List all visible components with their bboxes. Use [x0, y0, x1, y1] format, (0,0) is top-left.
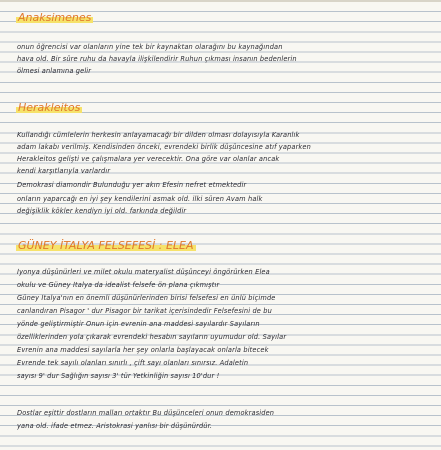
- text-line: Dostlar eşittir dostların malları ortaktır Bu düşünceleri onun demokrasiden: [17, 409, 275, 417]
- text-line: onun öğrencisi var olanların yine tek bir kaynaktan olarağını bu kaynağından: [17, 43, 283, 51]
- text-line: kendi karşıtlarıyla varlardır: [17, 167, 111, 175]
- section-heading-anaksimenes: Anaksimenes: [18, 11, 92, 24]
- text-line: canlandıran Pisagor ' dur Pisagor bir tarikat içerisindedir Felsefesini de bu: [17, 307, 272, 315]
- text-line: özelliklerinden yola çıkarak evrendeki hesabın sayıların uyumudur old. Sayılar: [17, 333, 287, 341]
- section-heading-guney-italya: GÜNEY İTALYA FELSEFESİ : ELEA: [18, 239, 194, 252]
- text-line: Demokrasi diamondir Bulunduğu yer akın Efesin nefret etmektedir: [17, 181, 247, 189]
- text-line: ölmesi anlamına gelir: [17, 67, 92, 75]
- text-line: yana old. ifade etmez. Aristokrasi yanlısı bir düşünürdür.: [17, 422, 213, 430]
- text-line: adam lakabı verilmiş. Kendisinden önceki, evrendeki birlik düşüncesine atıf yaparken: [17, 143, 311, 151]
- text-line: Herakleitos gelişti ve çalışmalara yer verecektir. Ona göre var olanlar ancak: [17, 155, 280, 163]
- text-line: sayısı 9' dur Sağlığın sayısı 3' tür Yetkinliğin sayısı 10'dur !: [17, 372, 220, 380]
- section-heading-herakleitos: Herakleitos: [18, 101, 81, 114]
- text-line: Güney İtalya'nın en önemli düşünürlerinden birisi felsefesi en ünlü biçimde: [17, 294, 276, 302]
- text-line: Evrenin ana maddesi sayılarla her şey onlarla başlayacak onlarla bitecek: [17, 346, 269, 354]
- page-top-edge: [0, 0, 441, 2]
- text-line: hava old. Bir süre ruhu da havayla ilişkilendirir Ruhun çıkması insanın bedenlerin: [17, 55, 297, 63]
- text-line: okulu ve Güney İtalya da idealist felsefe ön plana çıkmıştır: [17, 281, 220, 289]
- text-line: değişiklik kökler kendiyn iyi old. farkında değildir: [17, 207, 187, 215]
- text-line: onların yaparcağı en iyi şey kendilerini asmak old. ilki süren Avam halk: [17, 195, 263, 203]
- text-line: Evrende tek sayılı olanları sınırlı , çift sayı olanları sınırsız. Adaletin: [17, 359, 249, 367]
- text-line: yönde geliştirmiştir Onun için evrenin ana maddesi sayılardır Sayıların: [17, 320, 260, 328]
- text-line: İyonya düşünürleri ve milet okulu materyalist düşünceyi öngörürken Elea: [17, 268, 270, 276]
- text-line: Kullandığı cümlelerin herkesin anlayamacağı bir dilden olması dolayısıyla Karanlık: [17, 131, 300, 139]
